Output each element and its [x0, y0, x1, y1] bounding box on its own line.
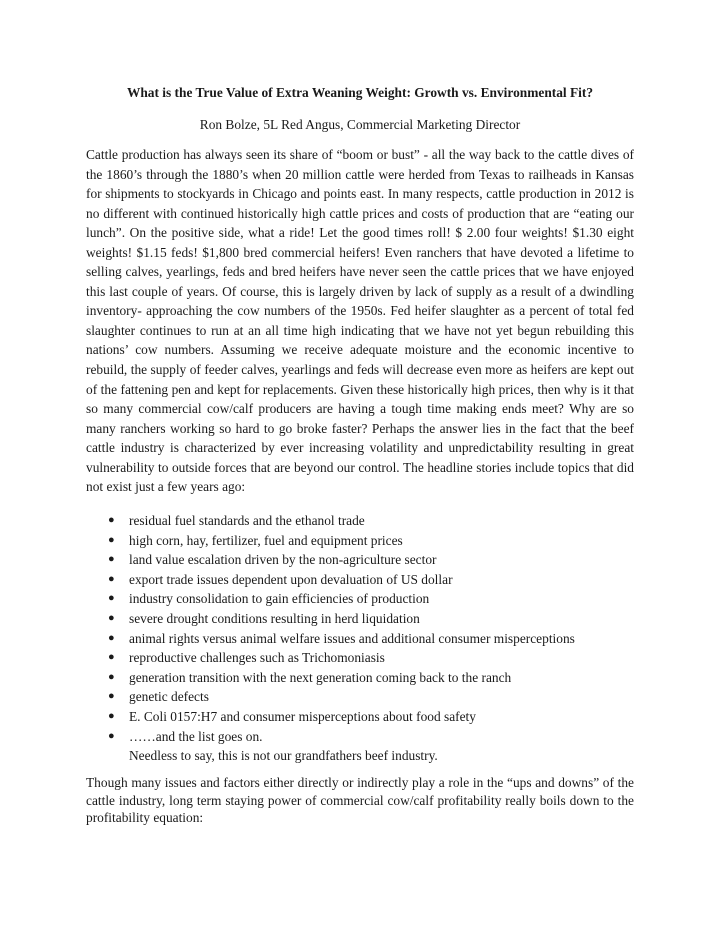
- bullet-text: export trade issues dependent upon devaluation of US dollar: [129, 571, 453, 587]
- bullet-item: [86, 727, 634, 747]
- issues-bullet-list: [86, 511, 634, 746]
- bullet-item: [86, 707, 634, 727]
- author-line: Ron Bolze, 5L Red Angus, Commercial Marketing Director: [199, 117, 521, 132]
- bullet-text: residual fuel standards and the ethanol trade: [129, 513, 365, 528]
- bullet-item: [86, 687, 634, 707]
- bullet-item: [86, 589, 634, 609]
- bullet-icon: ●: [108, 611, 115, 624]
- bullet-icon: ●: [108, 651, 115, 664]
- bullet-icon: ●: [108, 553, 115, 566]
- bullet-text: genetic defects: [129, 689, 209, 705]
- intro-paragraph: Cattle production has always seen its share of “boom or bust” - all the way back to the cattle dives of the 1860’s through the 1880’s when 20 million cattle were herded from Texas to railheads in Kansas for shipments to stockyards in Chicago and points east. In many respects, cattle production in 2012 is no different with continued historically high cattle prices and costs of production that are “eating our lunch”. On the positive side, what a ride! Let the good times roll! $ 2.00 four weights! $1.30 eight weights! $1.15 feds! $1,800 bred commercial heifers! Even ranchers that have devoted a lifetime to selling calves, yearlings, feds and bred heifers have never seen the cattle prices that we have enjoyed this last couple of years. Of course, this is largely driven by lack of supply as a result of a dwindling inventory- approaching the cow numbers of the 1950s. Fed heifer slaughter as a percent of total fed slaughter continues to run at an all time high indicating that we have not yet begun rebuilding this nations’ cow numbers. Assuming we receive adequate moisture and the economic incentive to rebuild, the supply of feeder calves, yearlings and feds will decrease even more as heifers are kept out of the fattening pen and kept for replacements. Given these historically high prices, then why is it that so many commercial cow/calf producers are having a tough time making ends meet? Why are so many ranchers working so hard to go broke faster? Perhaps the answer lies in the fact that the beef cattle industry is characterized by ever increasing volatility and unpredictability resulting in great vulnerability to outside forces that are beyond our control. The headline stories include topics that did not exist just a few years ago:: [86, 147, 634, 495]
- bullet-text: industry consolidation to gain efficiencies of production: [129, 591, 430, 607]
- bullet-icon: ●: [108, 709, 115, 722]
- bullet-text: high corn, hay, fertilizer, fuel and equipment prices: [129, 532, 403, 548]
- bullet-item: [86, 629, 634, 649]
- document-title: What is the True Value of Extra Weaning Weight: Growth vs. Environmental Fit?: [126, 85, 594, 100]
- bullet-text: severe drought conditions resulting in herd liquidation: [129, 610, 420, 626]
- bullet-text: generation transition with the next generation coming back to the ranch: [129, 669, 512, 685]
- bullet-icon: ●: [108, 514, 115, 526]
- bullet-text: ……and the list goes on.: [129, 728, 263, 744]
- bullet-icon: ●: [108, 690, 115, 703]
- bullet-icon: ●: [108, 631, 115, 644]
- bullet-item: [86, 668, 634, 688]
- bullet-text: E. Coli 0157:H7 and consumer misperceptions about food safety: [129, 708, 476, 724]
- bullet-item: [86, 550, 634, 570]
- bullet-icon: ●: [108, 670, 115, 683]
- bullet-text: land value escalation driven by the non-agriculture sector: [129, 552, 437, 568]
- conclusion-paragraph: Though many issues and factors either directly or indirectly play a role in the “ups and downs” of the cattle industry, long term staying power of commercial cow/calf profitability really boils down to the profitability equation:: [86, 775, 634, 825]
- bullet-item: [86, 511, 634, 531]
- bullet-text: animal rights versus animal welfare issues and additional consumer misperceptions: [129, 630, 575, 646]
- closing-line: Needless to say, this is not our grandfathers beef industry.: [129, 748, 438, 763]
- bullet-icon: ●: [108, 533, 115, 546]
- bullet-item: [86, 648, 634, 668]
- bullet-item: [86, 531, 634, 551]
- bullet-icon: ●: [108, 729, 115, 742]
- bullet-item: [86, 570, 634, 590]
- bullet-icon: ●: [108, 592, 115, 605]
- bullet-text: reproductive challenges such as Trichomoniasis: [129, 650, 385, 666]
- bullet-icon: ●: [108, 572, 115, 585]
- bullet-item: [86, 609, 634, 629]
